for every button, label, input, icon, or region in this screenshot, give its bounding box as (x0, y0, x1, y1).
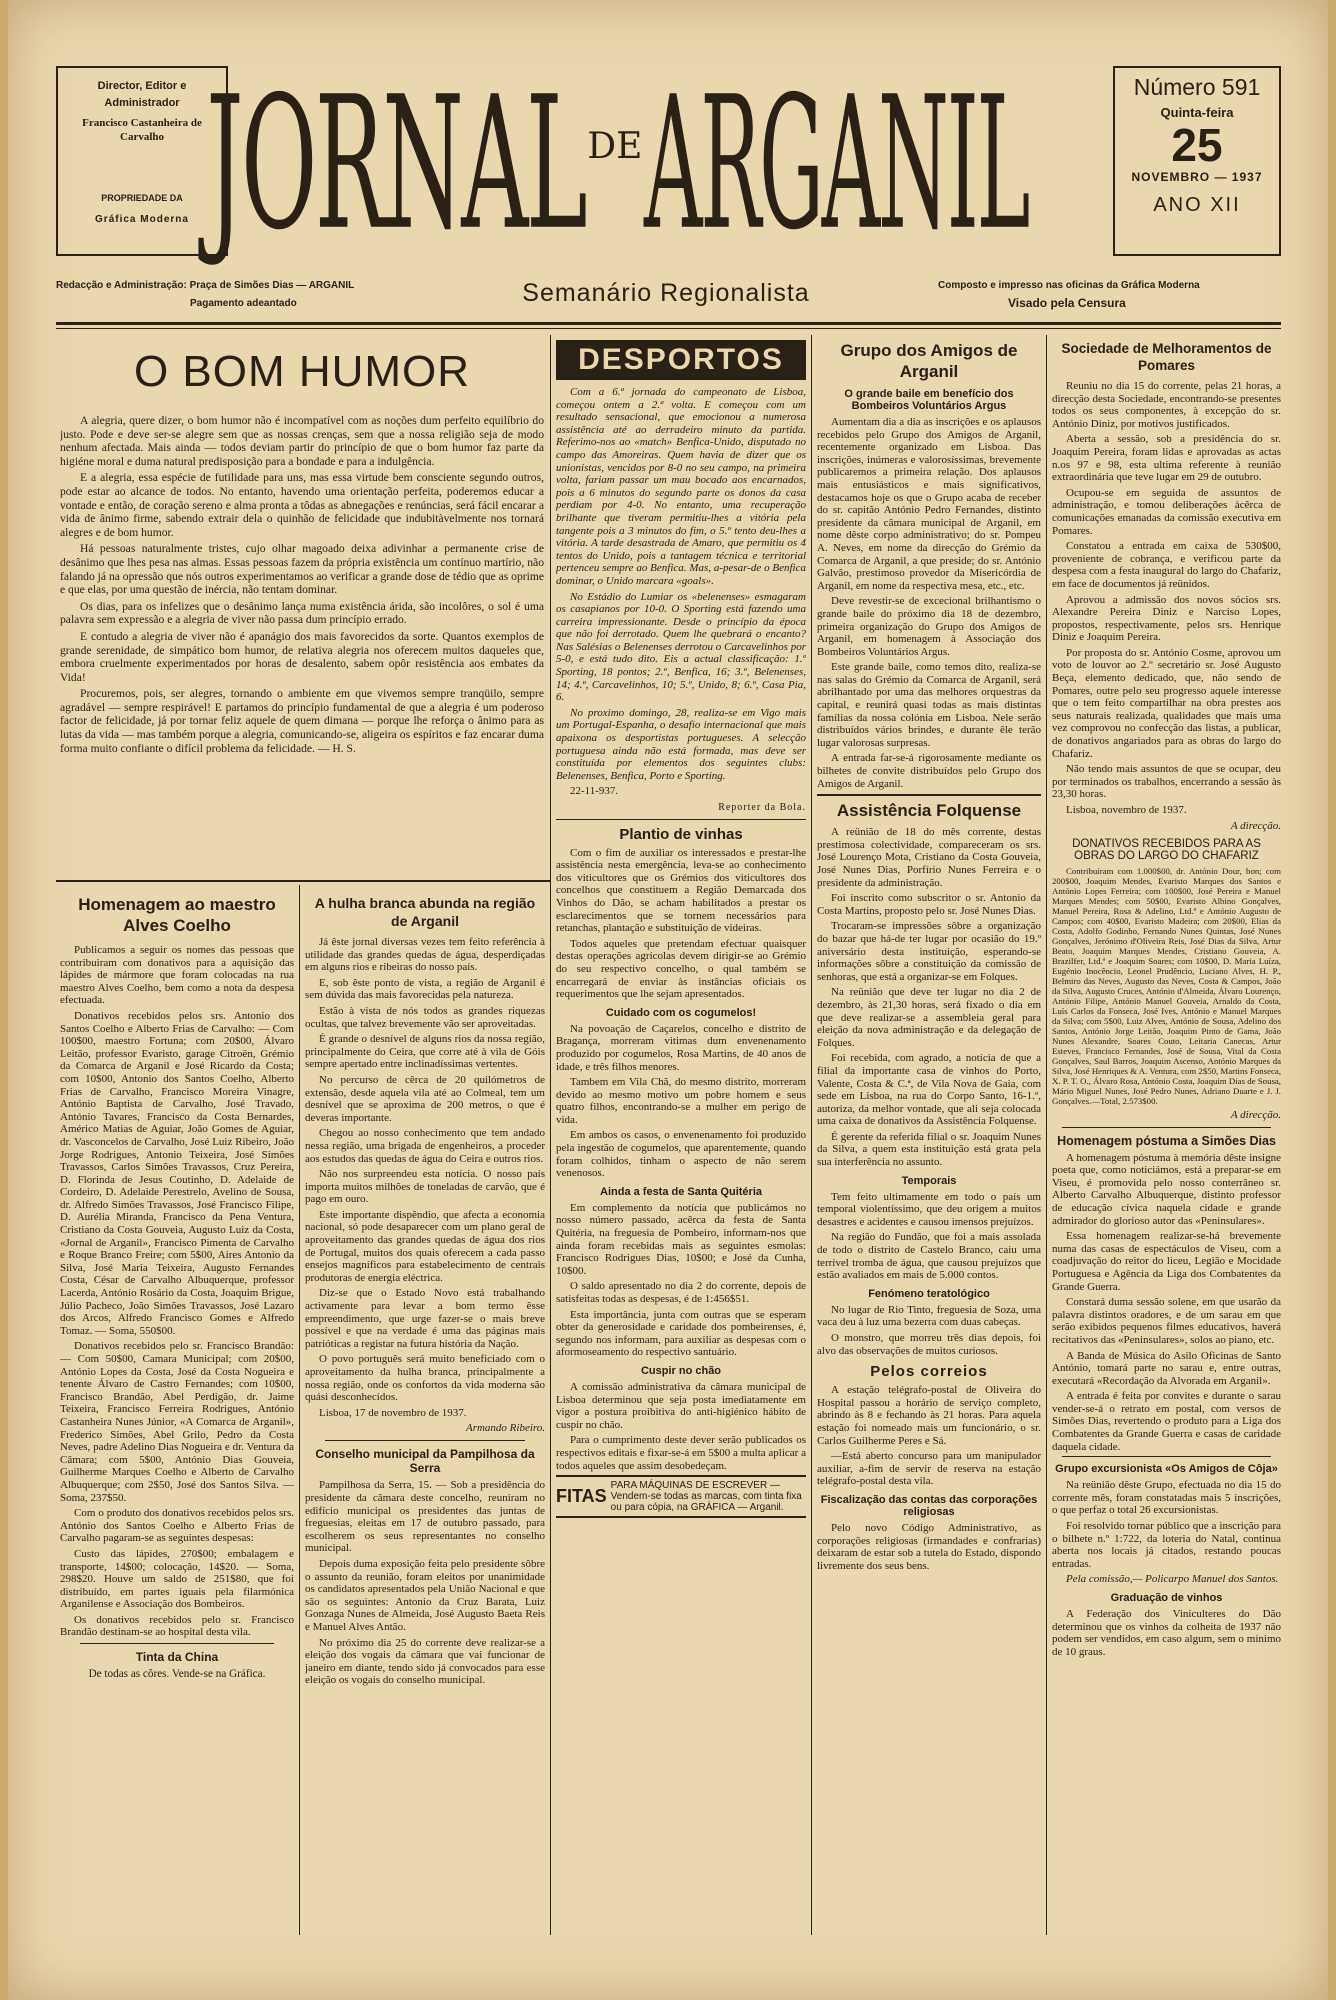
masthead-rule-top (56, 322, 1281, 325)
pomares-p3: Ocupou-se em seguida de assuntos de administração, e tomou deliberações àcêrca de comunicações emanadas da comissão executiva em Pomares. (1052, 486, 1281, 537)
column-pomares (1052, 340, 1281, 1935)
bom-humor-bottom-rule (56, 880, 550, 882)
quiteria-p3: Esta importância, junta com outras que se esperam obter da generosidade e caridade dos pombeirenses, é, segundo nos informam, para auxiliar as despesas com o aformoseamento do respectivo santuário. (556, 1308, 806, 1359)
cogumelos-title: Cuidado com os cogumelos! (605, 1006, 757, 1019)
property-name: Gráfica Moderna (95, 214, 189, 225)
cogumelos-p1: Na povoação de Caçarelos, concelho e distrito de Bragança, morreram vitimas dum envenenamento produzido por cogumelos, Rosa Martins, de 40 anos de idade, e três filhos menores. (556, 1022, 806, 1073)
grupo-p1: Aumentam dia a dia as inscrições e os aplausos recebidos pelo Grupo dos Amigos de Arganil, recentemente organizado em Lisboa. Das inscrições, inúmeras e valorosíssimas, brevemente publicaremos a primeira relação. Dos aplausos mais entusiásticos e mais significativos, destacamos hoje os que o Grupo acaba de receber do sr. capitão António Pedro Fernandes, distinto presidente da câmara municipal de Arganil, em nome dêste corpo administrativo; do sr. Pompeu A. Neves, em nome da direcção do Grémio da Comarca de Arganil, a que preside; do sr. António Galvão, prestimoso provedor da Misericórdia de Arganil, em nome da respectiva mesa, etc., etc. (817, 416, 1041, 592)
hulha-p10: O povo português será muito beneficiado com o aproveitamento da hulha branca, principalmente a nossa região, onde os confortos da vida moderna são quási desconhecidos. (305, 1353, 545, 1404)
homenagem-p4: A Banda de Música do Asilo Oficinas de Santo António, tomará parte no sarau e, entre outras, executará «Recordação da Alvorada em Arganil». (1052, 1349, 1281, 1387)
hulha-p2: E, sob êste ponto de vista, a região de Arganil é sem dúvida das mais favorecidas pela natureza. (305, 976, 545, 1002)
grupo-p4: A entrada far-se-á rigorosamente mediante os bilhetes de convite distribuídos pelo Grupo dos Amigos de Arganil. (817, 752, 1041, 790)
hulha-p6: Chegou ao nosso conhecimento que tem andado nessa região, uma brigada de engenheiros, a proceder aos estudos das quedas de água do Ceira e outros rios. (305, 1127, 545, 1165)
folquense-p6: É gerente da referida filial o sr. Joaquim Nunes da Silva, a quem esta instituição está grata pela sua interferência no assunto. (817, 1130, 1041, 1169)
issue-number: Número 591 (1133, 74, 1261, 100)
hulha-p7: Não nos surpreendeu esta notícia. O nosso país importa muitos milhões de toneladas de carvão, que é pago em ouro. (305, 1168, 545, 1206)
bom-humor-p3: Há pessoas naturalmente tristes, cujo olhar magoado deixa adivinhar a permanente crise de desânimo que lhes pesa nas almas. Essas pessoas fazem da própria existência um contínuo martírio, não falando já na opressão que nós outros experimentamos ao verificar a grande dose de tédio que as oprime e que elas, por uma questão de inércia, não tentam dominar. (60, 542, 544, 597)
folquense-p3: Trocaram-se impressões sôbre a organização do bazar que há-de ter lugar por ocasião do 19.º aniversário desta instituição, esperando-se informações sôbre a constituição da comissão de senhoras, que está a organizar-se em Folques. (817, 920, 1041, 983)
issue-month-year: NOVEMBRO — 1937 (1131, 170, 1263, 184)
title-de: DE (587, 125, 643, 167)
pomares-p2: Aberta a sessão, sob a presidência do sr. Joaquim Pereira, foram lidas e aprovadas as actas n.os 97 e 98, esta ultima referente à reunião extraordinária que teve lugar em 29 de outubro. (1052, 433, 1281, 484)
pomares-title: Sociedade de Melhoramentos de Pomares (1061, 341, 1272, 373)
donativos-signature: A direcção. (1230, 1108, 1281, 1121)
bom-humor-p4: Os dias, para os infelizes que o desânimo lança numa existência árida, são incolôres, o sol é uma palavra sem expressão e a alegria de viver não passa dum princípio errado. (60, 599, 544, 627)
grupo-p3: Este grande baile, como temos dito, realiza-se nas salas do Grémio da Comarca de Arganil, será abrilhantado por uma das melhores orquestras da capital, e reunirá quasi todas as mais distintas famílias da nossa colónia em Lisboa. Nele serão distribuídos vários brindes, e durante êle terão lugar valorosas surpresas. (817, 661, 1041, 749)
cogumelos-p3: Em ambos os casos, o envenenamento foi produzido pela ingestão de cogumelos, que aparentemente, quando foram colhidos, tinham o aspecto de não serem venenosos. (556, 1129, 806, 1180)
coelho-p2: Donativos recebidos pelos srs. Antonio dos Santos Coelho e Alberto Frias de Carvalho: — Com 100$00, maestro Fortuna; com 20$00, Álvaro Leitão, professor Evaristo, garage Citroën, Grémio da Comarca de Arganil e José Ricardo da Costa; com 10$00, Antonio dos Santos Coelho, Alberto Frias de Carvalho, Francisco Moreira Vinagre, António Baptista de Carvalho, José Travado, António Tavares, Francisco da Costa Bernardes, Américo Matias de Aguiar, João Gomes de Aguiar, dr. Vasconcelos de Carvalho, José Luiz Ribeiro, João Jorge Rodrigues, Antonio Teixeira, José Simões Travassos, Carlos Simões Travassos, Cruz Pereira, D. Florinda de Jesus Coutinho, D. Adelaide de Cordeiro, D. Adelaide Perestrelo, Avelino de Sousa, dr. Alfredo Simões Travassos, José Francisco Filipe, D. Aurélia Miranda, Francisco da Pena Ventura, Cristiano da Costa Gouveia, Augusto Luiz da Costa, «Jornal de Arganil», Francisco Pimenta de Carvalho e Roque Branco Freire; com 5$00, Aires Antonio da Silva, José Maria Teixeira, Augusto Fernandes Costa, César de Carvalho Albuquerque, professor Lacerda, António Rosário da Costa, Joaquim Brigue, Júlio Pacheco, João Simões Travassos, José Lazaro dos Arcos, Alfredo Francisco Gomes e Alfredo Tomaz. — Soma, 550$00. (60, 1009, 294, 1337)
homenagem-dias-title: Homenagem póstuma a Simões Dias (1057, 1133, 1276, 1148)
folquense-p4: Na reünião que deve ter lugar no dia 2 de dezembro, às 21,30 horas, será fixado o dia em que deve realizar-se a assembleia geral para eleição da nova administração e da delegação de Folques. (817, 986, 1041, 1049)
subtitle: Semanário Regionalista (522, 279, 810, 307)
correios-p1: A estação telégrafo-postal de Oliveira do Hospital passou a horário de serviço completo, abrindo às 8 e fechando às 21 horas. Para aquela estação foi nomeado mais um funcionário, o sr. Carlos Guilherme Peres e Sá. (817, 1384, 1041, 1447)
bom-humor-title: O BOM HUMOR (133, 347, 471, 396)
tinta-text: De todas as côres. Vende-se na Gráfica. (88, 1668, 266, 1681)
issue-year-label: ANO XII (1153, 194, 1241, 216)
cogumelos-p2: Tambem em Vila Chã, do mesmo distrito, morreram devido ao mesmo motivo um pobre homem e seus quatro filhos, encontrando-se a mulher em perigo de vida. (556, 1076, 806, 1126)
director-box (56, 66, 228, 256)
plantio-divider (556, 819, 806, 820)
plantio-p2: Todos aqueles que pretendam efectuar quaisquer destas operações agrícolas devem dirigir-se ao Grémio do seu respectivo concelho, o qual também se encarregará de enviar às instâncias oficiais os requerimentos que lhe sejam apresentados. (556, 937, 806, 1001)
newspaper-page (8, 0, 1328, 2000)
issue-box (1113, 66, 1281, 256)
desportos-signature: Reporter da Bola. (718, 801, 806, 813)
pomares-p5: Aprovou a admissão dos novos sócios srs. Alexandre Pereira Diniz e Narciso Lopes, propostos, respectivamente, pelos srs. Henrique Diniz e Joaquim Pereira. (1052, 593, 1281, 644)
column-desportos (556, 340, 806, 1935)
newspaper-title (206, 56, 1060, 271)
pampilhosa-title: Conselho municipal da Pampilhosa da Serra (315, 1447, 535, 1476)
bom-humor-p6: Procuremos, pois, ser alegres, tornando o ambiente em que vivemos sempre tranqüilo, sempre agradável — sempre respirável! E partamos do princípio fundamental de que a alegria é um poderoso factor de felicidade, já por tornar feliz aquele de quem dimana — porque lhe reforça o ânimo para as lutas da vida — mas também porque a alegria, comunicando-se, aligeira os espíritos e faz encarar duma forma muito confiante o difícil problema da felicidade. — H. S. (60, 687, 544, 755)
donativos-text: Contribuíram com 1.000$00, dr. António Dour, bon; com 200$00, Joaquim Mendes, Evaristo Marques dos Santos e António Lopes Ferreira; com 100$00, José Pereira e Manuel Marques Mendes; com 50$00, Evaristo Albino Gonçalves, Manuel Pereira, Rosa & Adelino, Ltd.ª e António Augusto de Campos; com 40$00, Evaristo Madeira; com 20$00, Elias da Costa, Adolfo Godinho, Fernando Nunes Quintas, José Nunes Gonçalves, Jerónimo d'Oliveira Reis, José Dias da Silva, Artur Beato, Joaquim Marques Mendes, Cristiano Gouveia, A. Brazilfer, Ltd.ª e Joaquim Soares; com 10$00, D. Maria Luíza, Eugénio Inocêncio, Leonel Prudêncio, Luciano Alves, H. P., Belmiro das Neves, Augusto das Neves, Costa & Campos, João da Silva, Augusto Cruces, António d'Almeida, Álvaro Lourenço, António Filipe, António Manuel Gouveia, Arnaldo da Costa, Luís Carlos da Fonseca, José Ives, António e Manuel Marques da Silva; com 5$00, Luiz Alves, António de Sousa, Adelino dos Santos, António Jorge Leitão, Joaquim Pinto de Gama, João Nunes Alexandre, Soares Couto, Leitaria Canecas, Artur Esteves, Francisco Fernandes, José de Sousa, Vital da Costa Gonçalves, Saul Barros, Joaquim Ascenso, António Marques da Silva, José Henriques & A. Ventura, com 2$50, Martins Fonseca, X. P. T. O., Álvaro Rosa, António Costa, Joaquim Dias de Sousa, Mário Miguel Nunes, José Pedro Nunes, Adriano Duarte e J. J. Gonçalves.—Total, 2.573$00. (1052, 865, 1281, 1106)
hulha-p4: É grande o desnível de alguns rios da nossa região, principalmente do Ceira, que corre até à vila de Góis sempre apertado entre inclinadíssimas vertentes. (305, 1033, 545, 1071)
grupo-p2: Deve revestir-se de excecional brilhantismo o grande baile do próximo dia 18 de dezembro, primeira organização do Grupo dos Amigos de Arganil, em homenagem à Associação dos Bombeiros Voluntários Argus. (817, 595, 1041, 658)
homenagem-p5: A entrada é feita por convites e durante o sarau vender-se-á o retrato em postal, com versos de Simões Dias, revertendo o produto para a Liga dos Combatentes da Grande Guerra e casas de caridade daquela cidade. (1052, 1390, 1281, 1453)
desportos-date: 22-11-937. (570, 785, 619, 798)
hulha-signature: Armando Ribeiro. (465, 1422, 545, 1435)
folquense-title: Assistência Folquense (836, 801, 1022, 821)
column-rule-4 (299, 885, 300, 1935)
pomares-p7: Não tendo mais assuntos de que se ocupar, deu por terminados os trabalhos, encerrando a sessão às 23,30 horas. (1052, 763, 1281, 801)
coja-p2: Foi resolvido tornar público que a inscrição para o bilhete n.º 1:722, da loteria do Natal, continua aberta nos locais já citados, restando poucas entradas. (1052, 1520, 1281, 1570)
desportos-title: DESPORTOS (556, 340, 806, 380)
cuspir-p1: A comissão administrativa da câmara municipal de Lisboa determinou que seja posta imediatamente em vigor a postura proibitiva do anti-higiénico hábito de cuspir no chão. (556, 1380, 806, 1431)
address-line: Redacção e Administração: Praça de Simões Dias — ARGANIL (56, 280, 355, 291)
vinhos-p1: A Federação dos Viniculteres do Dão determinou que os vinhos da colheita de 1937 não podem ser vendidos, em caso algum, sem o mínimo de 10 graus. (1052, 1608, 1281, 1658)
temporais-p1: Tem feito ultimamente em todo o país um temporal violentíssimo, que deu origem a muitos desastres e acidentes e causou imensos prejuízos. (817, 1190, 1041, 1228)
fitas-ad (556, 1475, 806, 1518)
temporais-title: Temporais (901, 1174, 957, 1187)
printed-line: Composto e impresso nas oficinas da Gráfica Moderna (938, 280, 1200, 291)
tinta-title: Tinta da China (135, 1650, 219, 1665)
fenomeno-title: Fenómeno teratológico (868, 1287, 990, 1300)
folquense-p2: Foi inscrito como subscritor o sr. Antonio da Costa Martins, proposto pelo sr. José Nunes Dias. (817, 892, 1041, 917)
hulha-p5: No percurso de cêrca de 20 quilómetros de extensão, desde aquela vila até ao Colmeal, tem um desnível que se aproxima de 200 metros, o que é deveras importante. (305, 1073, 545, 1124)
payment-line: Pagamento adeantado (190, 298, 297, 309)
column-rule-3 (1046, 335, 1047, 1935)
grupo-amigos-subtitle: O grande baile em benefício dos Bombeiros Voluntários Argus (844, 388, 1014, 412)
hulha-p11: Lisboa, 17 de novembro de 1937. (319, 1406, 467, 1419)
cuspir-p2: Para o cumprimento deste dever serão publicados os respectivos editais e fixar-se-á em 5$00 a multa aplicar a todos aqueles que assim desobedeçam. (556, 1434, 806, 1472)
coja-title: Grupo excursionista «Os Amigos de Côja» (1055, 1463, 1278, 1476)
hulha-p9: Diz-se que o Estado Novo está trabalhando activamente para levar a bom termo êsse empreendimento, que urge fazer-se o mais breve possível e que na verdade é uma das páginas mais patrióticas a registar na futura história da Nação. (305, 1287, 545, 1350)
fenomeno-p1: No lugar de Rio Tinto, freguesia de Soza, uma vaca deu à luz uma bezerra com duas cabeças. (817, 1303, 1041, 1329)
title-arganil: ARGANIL (644, 58, 1029, 271)
hulha-p8: Este importante dispêndio, que afecta a economia nacional, só pode desaparecer com um plano geral de aproveitamento das grandes quedas de água dos rios de Portugal, muitos dos quais oferecem a cada passo ensejos magníficos para estabelecimento de centrais produtoras de energia eléctrica. (305, 1208, 545, 1284)
bom-humor-p5: E contudo a alegria de viver não é apanágio dos mais favorecidos da sorte. Quantos exemplos de grande serenidade, de simpático bom humor, de relativa alegria nos oferecem muitos daqueles que, embora cruelmente experimentados por horas de desalento, sabem opôr resistência aos embates da Vida! (60, 629, 544, 684)
temporais-p2: Na região do Fundão, que foi a mais assolada de todo o distrito de Castelo Branco, caiu uma terrível tromba de água, que causou prejuízos que estão avaliados em mais de 5.000 contos. (817, 1231, 1041, 1282)
correios-p2: —Está aberto concurso para um manipulador auxiliar, a-fim de servir de reserva na estação telégrafo-postal desta vila. (817, 1450, 1041, 1488)
homenagem-p1: A homenagem póstuma à memória dêste insigne poeta que, como noticiámos, está a preparar-se em Viseu, é promovida pelo nosso conterrâneo sr. Alberto Carvalho Albuquerque, distinto professor de educação cívica naquela cidade e grande admirador do glorioso autor das «Peninsulares». (1052, 1151, 1281, 1227)
quiteria-title: Ainda a festa de Santa Quitéria (600, 1185, 762, 1198)
article-hulha (305, 890, 545, 1940)
homenagem-p3: Constará duma sessão solene, em que usarão da palavra distintos oradores, e de um sarau em que serão exibidos pequenos filmes educativos, haverá recitativos das «Peninsulares», solos ao piano, etc. (1052, 1296, 1281, 1346)
pomares-signature: A direcção. (1230, 819, 1281, 832)
property-label: PROPRIEDADE DA (101, 193, 183, 203)
vinhos-title: Graduação de vinhos (1110, 1592, 1223, 1604)
tinta-divider (80, 1643, 274, 1644)
pampilhosa-divider (325, 1440, 525, 1441)
desportos-p2: No Estádio do Lumiar os «belenenses» esmagaram os casapianos por 10-0. O Sporting está fazendo uma carreira impressionante. Desde o princípio da época que não foi derrotado. Quem lhe quebrará o encanto? Nas Salésias o Belenenses derrotou o Carcavelinhos por 5-0, e está tudo dito. Eis a actual classificação: 1.º Sporting, 18 pontos; 2.º, Benfica, 16; 3.º, Belenenses, 14; 4.º, Carcavelinhos, 10; 5.º, Unido, 8; 6.º, Casa Pia, 6. (556, 590, 806, 704)
desportos-p1: Com a 6.ª jornada do campeonato de Lisboa, começou ontem a 2.ª volta. E começou com um resultado sensacional, que emocionou a numerosa assistência até ao derradeiro minuto da partida. Referimo-nos ao «match» Benfica-Unido, disputado no campo das Amoreiras. Quem havia de dizer que os unionistas, vencidos por 8-0 no seu campo, na primeira volta, fariam passar um mau bocado aos encarnados, pois a 6 minutos do segundo parte os donos da casa perdiam por 4-0. No entanto, uma recuperação brilhante que tiveram permitiu-lhes a vitória pela tangente pois a 3 minutos do fim, o 5.º tento deu-lhes a vitória. A tarde desastrada de Amaro, que permitiu os 4 tentos do Unido, pois a tantagem técnica e territorial pertenceu sempre ao Benfica. Mas, a-pesar-de o Benfica dominar, o Unido marcara «goals». (556, 386, 806, 587)
plantio-title: Plantio de vinhas (619, 825, 743, 843)
article-bom-humor (60, 340, 544, 875)
hulha-p3: Estão à vista de nós todos as grandes riquezas ocultas, que talvez brevemente vão ser aproveitadas. (305, 1004, 545, 1030)
pomares-p6: Por proposta do sr. António Cosme, aprovou um voto de louvor ao 2.º secretário sr. José Augusto Beça, elemento dedicado, que, não sendo de Pomares, outre pelo seu progresso aquele interesse que o tem feito compartilhar na obra prestes aos seus naturais realizada, qualidades que mais uma vez comprovou no confecção das listas, a publicar, de donativos angariados para as obras do largo do Chafariz. (1052, 646, 1281, 760)
coelho-p6: Os donativos recebidos pelo sr. Francisco Brandão destinam-se ao hospital desta vila. (60, 1613, 294, 1639)
fitas-text: PARA MÁQUINAS DE ESCREVER — Vendem-se todas as marcas, com tinta fixa ou para cópia, na GRÁFICA — Arganil. (610, 1480, 802, 1514)
coelho-p1: Publicamos a seguir os nomes das pessoas que contribuiram com donativos para a aquisição das lápides de mármore que foram colocadas na rua maestro Alves Coelho, bem como a nota da despesa efectuada. (60, 944, 294, 1007)
pampilhosa-p3: No próximo dia 25 do corrente deve realizar-se a eleição dos vogais da câmara que vai funcionar de janeiro em diante, tendo sido já convocados para esse eleição os vogais do conselho municipal. (305, 1636, 545, 1687)
folquense-divider (817, 794, 1041, 796)
hulha-title: A hulha branca abunda na região de Arganil (314, 895, 536, 929)
issue-day: 25 (1171, 119, 1223, 171)
pomares-p4: Constatou a entrada em caixa de 530$00, proveniente de cobrança, e verificou parte da despesa com a festa inaugural do largo do Chafariz, em face de documentos já reünidos. (1052, 540, 1281, 590)
folquense-p5: Foi recebida, com agrado, a notícia de que a filial da importante casa de vinhos do Porto, Valente, Costa & C.ª, de Vila Nova de Gaia, com sede em Lisboa, na rua do Corpo Santo, 16-1.º, autoriza, da melhor vontade, que ali seja colocada uma caixa de donativos da Assistência Folquense. (817, 1052, 1041, 1128)
director-name: Francisco Castanheira de Carvalho (82, 117, 202, 143)
fiscal-title: Fiscalização das contas das corporações religiosas (820, 1493, 1038, 1518)
fenomeno-p2: O monstro, que morreu três dias depois, foi alvo das observações de muitos curiosos. (817, 1332, 1041, 1357)
grupo-amigos-title: Grupo dos Amigos de Arganil (840, 341, 1018, 381)
coja-p1: Na reünião dêste Grupo, efectuada no dia 15 do corrente mês, foram constatadas mais 5 inscrições, o que perfaz o total 26 excursionistas. (1052, 1479, 1281, 1517)
donativos-title: DONATIVOS RECEBIDOS PARA AS OBRAS DO LARGO DO CHAFARIZ (1072, 837, 1261, 862)
masthead-rule-bottom (56, 328, 1281, 329)
column-rule-1 (550, 335, 551, 1935)
coelho-p4: Com o produto dos donativos recebidos pelos srs. António dos Santos Coelho e Alberto Frias de Carvalho pagaram-se as seguintes despesas: (60, 1507, 294, 1545)
coelho-p3: Donativos recebidos pelo sr. Francisco Brandão: — Com 50$00, Camara Municipal; com 20$00, António Lopes da Costa, José da Costa Nogueira e tenente Álvaro de Castro Fernandes; com 10$00, Francisco Brandão, Abel Perdigão, dr. Jaime Teixeira, Francisco Ferreira Rodrigues, António Castanheira Nunes Júnior, «A Comarca de Arganil», Frederico Simões, Abel Grilo, Pedro da Costa Neves, padre Adelino Dias Nogueira e dr. Ventura da Câmara; com 5$00, António Dias Gouveia, Guilherme Marques Coelho e Alberto de Carvalho Albuquerque; com 2$50, José dos Santos Silva. — Soma, 237$50. (60, 1340, 294, 1504)
homenagem-p2: Essa homenagem realizar-se-há brevemente numa das casas de espectáculos de Viseu, com a coadjuvação do reitor do liceu, Legião e Mocidade Portuguesa e Agência da Liga dos Combatentes da Grande Guerra. (1052, 1230, 1281, 1293)
coelho-p5: Custo das lápides, 270$00; embalagem e transporte, 14$00; colocação, 14$20. — Soma, 298$20. Houve um saldo de 251$80, que foi distribuído, em partes iguais pela filarmónica Arganilense e Associação dos Bombeiros. (60, 1547, 294, 1611)
column-grupo-amigos (817, 340, 1041, 1935)
homenagem-coelho-title: Homenagem ao maestro Alves Coelho (78, 895, 276, 935)
bom-humor-p1: A alegria, quere dizer, o bom humor não é incompatível com as noções dum perfeito equilíbrio do justo. Pode e deve ser-se alegre sem que as nossas crenças, sem que a nossa religião seja de modo nenhum afectada. Mais ainda — todos deviam partir do princípio de que o bom humor faz parte da higiéne moral e duma natural predisposição para a bondade e para a indulgência. (60, 414, 544, 468)
column-rule-2 (811, 335, 812, 1935)
issue-weekday: Quinta-feira (1160, 105, 1234, 120)
title-jornal: JORNAL (206, 58, 586, 271)
correios-title: Pelos correios (870, 1363, 988, 1381)
plantio-p1: Com o fim de auxiliar os interessados e prestar-lhe assistência nesta emergência, leva-se ao conhecimento dos viticultores que os Grémios dos viticultores dos concelhos que constituem a Região Demarcada dos Vinhos do Dão, se acham habilitados a prestar os esclarecimentos que se tornem necessários para retanchas, plantação e substituição de videiras. (556, 846, 806, 935)
homenagem-divider (1062, 1127, 1271, 1128)
pampilhosa-p1: Pampilhosa da Serra, 15. — Sob a presidência do presidente da câmara deste concelho, reuniram no edifício municipal os presidentes das juntas de freguesias, eleitas em 17 de outubro passado, para escolherem os seus representantes no conselho municipal. (305, 1479, 545, 1555)
pampilhosa-p2: Depois duma exposição feita pelo presidente sôbre o assunto da reunião, foram eleitos por unanimidade os candidatos apresentados pela União Nacional e que são os seguintes: Antonio da Cruz Barata, Luiz Gonzaga Nunes de Almeida, José Augusto Baeta Reis e Manuel Alves Antão. (305, 1557, 545, 1633)
cuspir-title: Cuspir no chão (640, 1364, 722, 1377)
quiteria-p1: Em complemento da notícia que publicámos no nosso número passado, acêrca da festa de Santa Quitéria, na freguesia de Pombeiro, informam-nos que ainda foram recebidas mais as seguintes esmolas: Francisco Rodrigues Dias, 10$00; e José da Cunha, 10$00. (556, 1201, 806, 1277)
coja-signature: Pela comissão,— Policarpo Manuel dos Santos. (1066, 1573, 1279, 1586)
fitas-label: FITAS (556, 1486, 607, 1507)
quiteria-p2: O saldo apresentado no dia 2 do corrente, depois de satisfeitas todas as despesas, é de 1:456$51. (556, 1280, 806, 1306)
director-label: Director, Editor e Administrador (97, 80, 187, 109)
fiscal-p1: Pelo novo Código Administrativo, as corporações religiosas (irmandades e confrarias) deixaram de estar sob a tutela do Estado, dispondo livremente dos seus bens. (817, 1521, 1041, 1572)
article-homenagem-coelho (60, 890, 294, 1940)
pomares-p1: Reuniu no dia 15 do corrente, pelas 21 horas, a direcção desta Sociedade, encontrando-se presentes todos os seus componentes, à excepção do sr. António Diniz, por motivos justificados. (1052, 380, 1281, 430)
bom-humor-p2: E a alegria, essa espécie de futilidade para uns, mas essa virtude bem consciente segundo outros, pode estar ao alcance de todos. No entanto, havendo uma orientação perfeita, poderemos educar a vontade e então, de coração sereno e alma pronta a tôdas as abnegações e renúncias, será fácil encarar a vida de ânimo firme, sabendo extrair dela o quinhão de felicidade que indubitàvelmente nos tornará alegres e de bom humor. (60, 471, 544, 539)
desportos-p3: No proximo domingo, 28, realiza-se em Vigo mais um Portugal-Espanha, o desafio internacional que mais apaixona os desportistas portugueses. A selecção portuguesa ainda não está formada, mas deve ser constituída por elementos dos seguintes clubs: Belenenses, Benfica, Porto e Sporting. (556, 706, 806, 782)
hulha-p1: Já êste jornal diversas vezes tem feito referência à utilidade das grandes quedas de água, desperdiçadas em alguns rios e ribeiras do nosso país. (305, 936, 545, 974)
coja-divider (1062, 1456, 1271, 1457)
pomares-p8: Lisboa, novembro de 1937. (1066, 804, 1187, 816)
censorship-line: Visado pela Censura (1008, 296, 1126, 310)
folquense-p1: A reünião de 18 do mês corrente, destas prestimosa colectividade, compareceram os srs. José Lourenço Mota, Cristiano da Costa Gouveia, José Nunes Dias, Porfírio Nunes Ferreira e o presidente da administração. (817, 826, 1041, 889)
